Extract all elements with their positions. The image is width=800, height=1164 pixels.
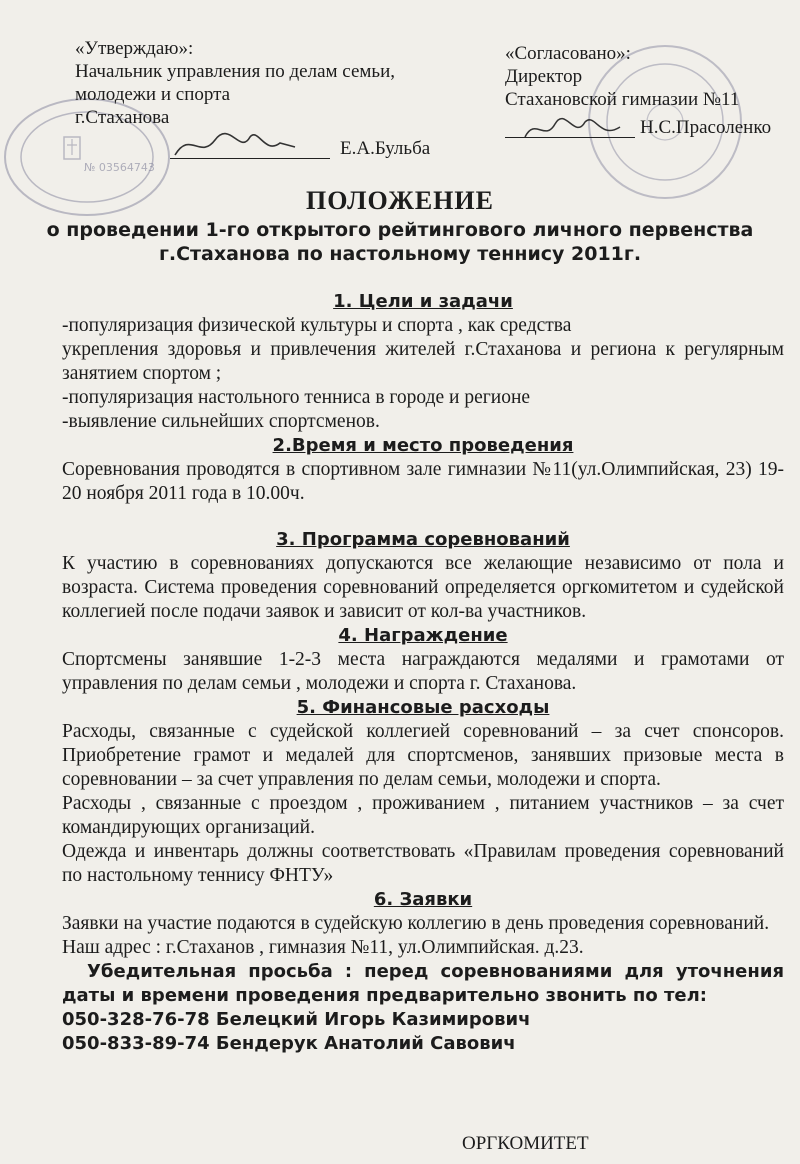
agreement-organization: Стахановской гимназии №11 xyxy=(505,89,740,110)
applications-address: Наш адрес : г.Стаханов , гимназия №11, ул.Олимпийская. д.23. xyxy=(62,937,584,958)
signer-name-right: Н.С.Прасоленко xyxy=(640,117,772,138)
subtitle-line-2: г.Стаханова по настольному теннису 2011г. xyxy=(158,243,642,265)
section-heading-finance: 5. Финансовые расходы xyxy=(296,697,550,718)
document-body xyxy=(62,290,784,1056)
document-title: ПОЛОЖЕНИЕ xyxy=(306,186,494,215)
section-heading-awards: 4. Награждение xyxy=(338,625,508,646)
goals-item-3: -выявление сильнейших спортсменов. xyxy=(62,411,380,432)
contact-phone-1: 050-328-76-78 Белецкий Игорь Казимирович xyxy=(62,1009,531,1030)
approval-block-right xyxy=(505,42,795,111)
goals-item-1-cont: укрепления здоровья и привлечения жителей г.Стаханова и региона к регулярным занятием спортом ; xyxy=(62,339,784,384)
document-subtitle xyxy=(0,218,800,266)
signature-right xyxy=(520,112,630,147)
finance-text-1: Расходы, связанные с судейской коллегией соревнований – за счет спонсоров. Приобретение грамот и медалей для спортсменов, занявших призовые места в соревновании – за счет управления по делам семьи, молодежи и спорта. xyxy=(62,721,784,790)
signature-line-right xyxy=(505,137,635,138)
finance-text-3: Одежда и инвентарь должны соответствовать «Правилам проведения соревнований по настольному теннису ФНТУ» xyxy=(62,841,784,886)
section-heading-time-place: 2.Время и место проведения xyxy=(272,435,574,456)
agreement-label: «Согласовано»: xyxy=(505,43,631,64)
awards-text: Спортсмены занявшие 1-2-3 места награждаются медалями и грамотами от управления по делам семьи , молодежи и спорта г. Стаханова. xyxy=(62,649,784,694)
contact-phone-2: 050-833-89-74 Бендерук Анатолий Савович xyxy=(62,1033,516,1054)
finance-text-2: Расходы , связанные с проездом , проживанием , питанием участников – за счет командирующих организаций. xyxy=(62,793,784,838)
section-heading-program: 3. Программа соревнований xyxy=(276,529,570,550)
agreement-position: Директор xyxy=(505,66,583,87)
signature-line-left xyxy=(170,158,330,159)
section-heading-goals: 1. Цели и задачи xyxy=(333,291,513,312)
approval-city: г.Стаханова xyxy=(75,107,170,128)
subtitle-line-1: о проведении 1-го открытого рейтингового личного первенства xyxy=(46,219,754,241)
organizer-signature: ОРГКОМИТЕТ xyxy=(462,1133,589,1154)
section-heading-applications: 6. Заявки xyxy=(373,889,473,910)
approval-position-cont: молодежи и спорта xyxy=(75,84,231,105)
applications-text-1: Заявки на участие подаются в судейскую коллегию в день проведения соревнований. xyxy=(62,913,770,934)
approval-label: «Утверждаю»: xyxy=(75,38,194,59)
svg-text:№ 03564743: № 03564743 xyxy=(84,161,155,174)
signature-left xyxy=(170,125,300,165)
goals-item-2: -популяризация настольного тенниса в городе и регионе xyxy=(62,387,531,408)
approval-position: Начальник управления по делам семьи, xyxy=(75,61,395,82)
program-text: К участию в соревнованиях допускаются все желающие независимо от пола и возраста. Система проведения соревнований определяется оргкомитетом и судейской коллегией после подачи заявок и зависит от кол-ва участников. xyxy=(62,553,784,622)
signer-name-left: Е.А.Бульба xyxy=(340,138,431,159)
request-note: Убедительная просьба : перед соревнованиями для уточнения даты и времени проведения предварительно звонить по тел: xyxy=(62,961,784,1006)
goals-item-1: -популяризация физической культуры и спорта , как средства xyxy=(62,315,572,336)
time-place-text: Соревнования проводятся в спортивном зале гимназии №11(ул.Олимпийская, 23) 19-20 ноября 2011 года в 10.00ч. xyxy=(62,459,784,504)
approval-block-left xyxy=(75,37,475,129)
